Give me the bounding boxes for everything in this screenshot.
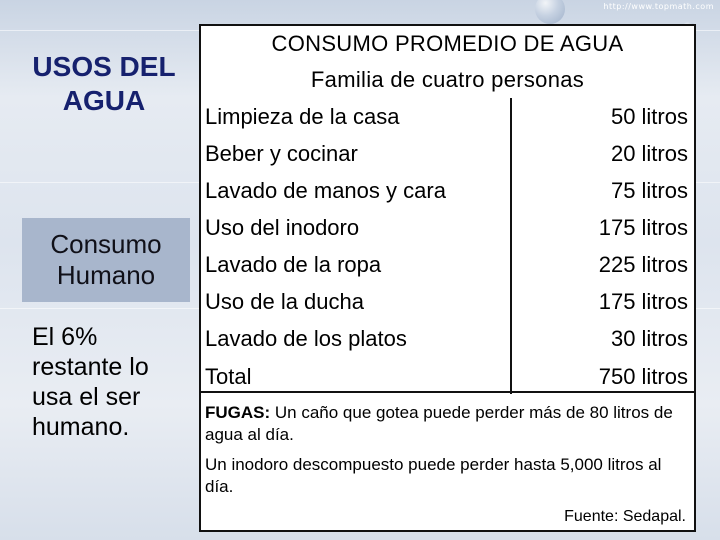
table-row <box>201 137 694 174</box>
table-row <box>201 248 694 285</box>
slide-title-line: AGUA <box>62 85 146 116</box>
row-amount: 75 litros <box>610 178 688 203</box>
leaks-line1: Un caño que gotea puede perder más de 80 litros de agua al día. <box>205 403 673 444</box>
consumo-humano-box <box>22 218 190 302</box>
bubble-decoration <box>535 0 565 24</box>
row-label: Beber y cocinar <box>205 141 358 166</box>
leaks-note <box>205 402 690 446</box>
row-label: Lavado de manos y cara <box>205 178 446 203</box>
table-row <box>201 285 694 322</box>
row-amount: 225 litros <box>598 252 688 277</box>
consumption-table-panel <box>199 24 696 532</box>
watermark: http://www.topmath.com <box>603 2 714 11</box>
row-label: Uso de la ducha <box>205 289 364 314</box>
row-amount: 175 litros <box>598 289 688 314</box>
table-title: CONSUMO PROMEDIO DE AGUA <box>271 31 624 56</box>
leaks-heading: FUGAS: <box>205 403 271 422</box>
row-amount: 30 litros <box>610 326 688 351</box>
total-label: Total <box>205 364 252 389</box>
slide-title-line: USOS DEL <box>32 51 176 82</box>
box-line: Humano <box>56 260 156 290</box>
row-label: Lavado de los platos <box>205 326 407 351</box>
row-amount: 20 litros <box>610 141 688 166</box>
table-row <box>201 100 694 137</box>
row-label: Uso del inodoro <box>205 215 360 240</box>
table-subtitle: Familia de cuatro personas <box>310 67 585 92</box>
table-row <box>201 174 694 211</box>
table-row <box>201 322 694 359</box>
row-label: Limpieza de la casa <box>205 104 400 129</box>
table-bottom-rule <box>201 391 694 393</box>
source-credit: Fuente: Sedapal. <box>564 508 686 525</box>
total-amount: 750 litros <box>598 364 688 389</box>
leaks-line2: Un inodoro descompuesto puede perder hasta 5,000 litros al día. <box>205 455 662 496</box>
usage-note: El 6% restante lo usa el ser humano. <box>32 323 149 441</box>
row-amount: 50 litros <box>610 104 688 129</box>
row-amount: 175 litros <box>598 215 688 240</box>
slide-title <box>20 50 188 118</box>
table-row <box>201 211 694 248</box>
row-label: Lavado de la ropa <box>205 252 382 277</box>
box-line: Consumo <box>50 229 162 259</box>
